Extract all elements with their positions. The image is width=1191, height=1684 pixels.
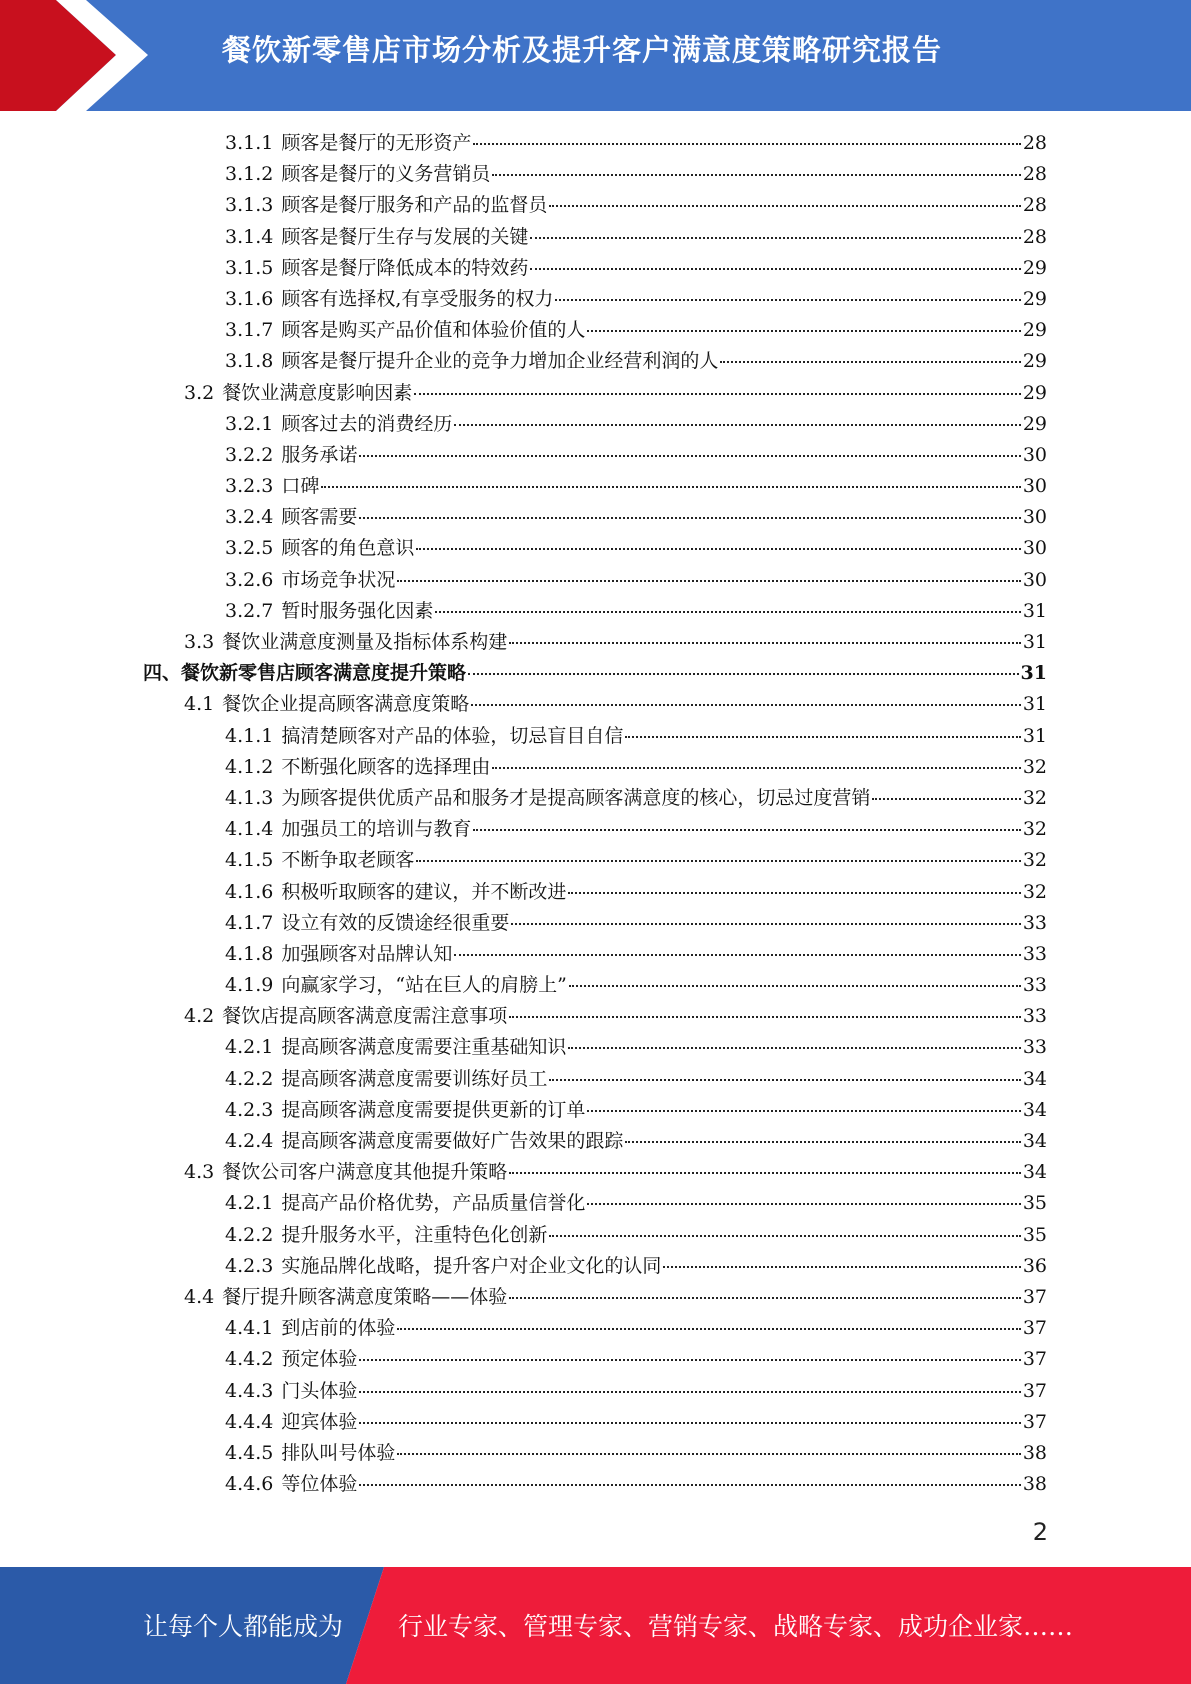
toc-entry-title: 顾客有选择权,有享受服务的权力 [281,287,554,310]
toc-entry[interactable] [0,877,1191,908]
toc-entry[interactable] [0,222,1191,253]
toc-entry[interactable] [0,190,1191,221]
toc-entry-number: 4.2.4 [225,1130,274,1152]
toc-entry[interactable] [0,159,1191,190]
toc-entry-title: 餐饮业满意度影响因素 [222,381,413,404]
toc-dot-leader [663,1266,1020,1268]
toc-entry-page: 28 [1022,163,1047,186]
toc-dot-leader [454,424,1020,426]
toc-entry-number: 3.1.1 [225,132,274,154]
toc-entry-page: 35 [1022,1192,1047,1215]
toc-entry-number: 4.2.1 [225,1036,274,1059]
toc-entry[interactable] [0,253,1191,284]
toc-entry-number: 4.2.3 [225,1098,274,1121]
toc-entry-page: 32 [1022,880,1047,903]
toc-dot-leader [509,1297,1021,1299]
toc-entry-title: 服务承诺 [281,443,358,466]
toc-entry-title: 向赢家学习，“站在巨人的肩膀上” [281,974,567,997]
toc-dot-leader [492,174,1020,176]
toc-entry-page: 28 [1022,194,1047,217]
toc-dot-leader [435,611,1020,613]
toc-dot-leader [321,486,1020,488]
toc-entry-row [184,378,1047,409]
toc-entry-title: 顾客是餐厅提升企业的竞争力增加企业经营利润的人 [281,350,719,373]
toc-dot-leader [587,1110,1020,1112]
toc-entry-number: 4.1 [184,693,215,716]
header-banner [0,0,1191,111]
toc-entry-page: 28 [1022,225,1047,248]
toc-entry-number: 4.1.6 [225,880,274,903]
toc-entry-title: 顾客是餐厅的无形资产 [281,132,472,154]
toc-entry-page: 34 [1022,1067,1047,1090]
toc-entry-row [225,845,1047,876]
toc-dot-leader [549,1235,1020,1237]
toc-entry-page: 29 [1022,256,1047,279]
toc-entry-title: 不断强化顾客的选择理由 [281,755,491,778]
toc-entry-page: 38 [1022,1473,1047,1496]
toc-entry-title: 顾客是餐厅的义务营销员 [281,163,491,186]
toc-entry-title: 提升服务水平，注重特色化创新 [281,1223,548,1246]
toc-entry[interactable] [0,1032,1191,1063]
toc-entry-title: 提高产品价格优势，产品质量信誉化 [281,1192,586,1215]
toc-entry-page: 34 [1022,1098,1047,1121]
toc-entry[interactable] [0,1095,1191,1126]
toc-entry-page: 32 [1022,818,1047,841]
toc-dot-leader [511,923,1020,925]
toc-entry-row [143,658,1047,689]
toc-entry-page: 38 [1022,1441,1047,1464]
toc-entry[interactable] [0,627,1191,658]
toc-entry-row [225,1376,1047,1407]
toc-entry-number: 3.2.3 [225,475,274,498]
toc-entry-number: 3.1.5 [225,256,274,279]
toc-entry-number: 4.1.7 [225,911,274,934]
toc-entry-title: 迎宾体验 [281,1410,358,1433]
toc-entry-title: 设立有效的反馈途经很重要 [281,911,510,934]
toc-entry[interactable] [0,814,1191,845]
toc-entry[interactable] [0,1157,1191,1188]
toc-entry-number: 四、 [143,662,182,685]
toc-entry[interactable] [0,908,1191,939]
toc-entry-row [225,1313,1047,1344]
toc-entry-page: 31 [1020,662,1047,685]
toc-entry-title: 餐饮业满意度测量及指标体系构建 [222,631,508,653]
toc-entry-number: 4.1.2 [225,755,274,778]
toc-entry-title: 等位体验 [281,1473,358,1496]
toc-dot-leader [414,393,1021,395]
toc-entry-number: 4.3 [184,1161,215,1184]
toc-entry-title: 搞清楚顾客对产品的体验，切忌盲目自信 [281,724,624,747]
toc-entry-title: 到店前的体验 [281,1317,396,1340]
toc-entry-page: 33 [1022,942,1047,965]
toc-entry-page: 30 [1022,506,1047,529]
toc-entry[interactable] [0,1188,1191,1219]
toc-entry[interactable] [0,783,1191,814]
toc-dot-leader [359,455,1020,457]
toc-entry-row [184,689,1047,720]
toc-entry-page: 29 [1022,412,1047,435]
toc-dot-leader [872,798,1020,800]
toc-entry-page: 29 [1022,287,1047,310]
toc-entry-row [225,440,1047,471]
toc-dot-leader [549,205,1020,207]
toc-entry[interactable] [0,128,1191,159]
toc-entry-title: 不断争取老顾客 [281,849,415,872]
toc-entry-number: 3.2.5 [225,537,274,560]
toc-entry-row [225,502,1047,533]
toc-entry[interactable] [0,845,1191,876]
toc-entry-row [225,1126,1047,1157]
toc-entry-number: 3.2 [184,381,215,404]
toc-entry-title: 餐厅提升顾客满意度策略——体验 [222,1285,508,1308]
toc-entry[interactable] [0,1001,1191,1032]
toc-dot-leader [397,580,1020,582]
toc-entry-page: 30 [1022,475,1047,498]
toc-entry-page: 32 [1022,849,1047,872]
toc-entry-title: 顾客是餐厅生存与发展的关键 [281,225,529,248]
toc-entry-row [225,1407,1047,1438]
toc-entry-row [225,970,1047,1001]
toc-entry-row [225,877,1047,908]
toc-entry-number: 3.1.2 [225,163,274,186]
toc-entry-title: 提高顾客满意度需要提供更新的订单 [281,1098,586,1121]
toc-entry[interactable] [0,471,1191,502]
toc-dot-leader [397,1453,1020,1455]
toc-entry-title: 实施品牌化战略，提升客户对企业文化的认同 [281,1254,662,1277]
toc-entry-page: 34 [1022,1161,1047,1184]
toc-entry-number: 4.1.8 [225,942,274,965]
toc-entry-row [184,1282,1047,1313]
toc-entry-row [225,409,1047,440]
toc-dot-leader [568,1047,1020,1049]
toc-entry-row [225,128,1047,159]
toc-dot-leader [492,767,1020,769]
toc-entry[interactable] [0,1376,1191,1407]
toc-entry-title: 顾客需要 [281,506,358,529]
toc-entry-row [225,939,1047,970]
toc-entry-title: 餐饮公司客户满意度其他提升策略 [222,1161,508,1184]
toc-entry-page: 33 [1022,974,1047,997]
toc-entry-title: 为顾客提供优质产品和服务才是提高顾客满意度的核心，切忌过度营销 [281,786,871,809]
toc-dot-leader [549,1079,1020,1081]
toc-entry-number: 4.1.9 [225,974,274,997]
toc-dot-leader [555,299,1020,301]
toc-entry-number: 4.2.2 [225,1067,274,1090]
toc-entry[interactable] [0,440,1191,471]
toc-entry-title: 餐饮企业提高顾客满意度策略 [222,693,470,716]
toc-entry-page: 33 [1022,1036,1047,1059]
toc-entry-row [225,908,1047,939]
toc-dot-leader [359,1391,1020,1393]
toc-entry-number: 4.1.3 [225,786,274,809]
toc-entry-number: 4.2.3 [225,1254,274,1277]
toc-entry[interactable] [0,1064,1191,1095]
toc-entry-page: 28 [1022,132,1047,154]
toc-entry-number: 4.4.4 [225,1410,274,1433]
toc-entry-number: 4.4.1 [225,1317,274,1340]
toc-entry-number: 3.2.2 [225,443,274,466]
toc-entry-page: 32 [1022,755,1047,778]
toc-dot-leader [625,736,1020,738]
toc-entry-number: 4.4.5 [225,1441,274,1464]
toc-entry-row [184,1157,1047,1188]
toc-entry-title: 餐饮新零售店顾客满意度提升策略 [181,662,467,685]
footer-slogan-right: 行业专家、管理专家、营销专家、战略专家、成功企业家…… [398,1612,1074,1641]
toc-entry-number: 3.2.6 [225,568,274,591]
toc-entry[interactable] [0,1407,1191,1438]
toc-entry-title: 顾客是餐厅降低成本的特效药 [281,256,529,279]
toc-entry-row [225,1251,1047,1282]
toc-entry-title: 提高顾客满意度需要做好广告效果的跟踪 [281,1130,624,1152]
toc-entry[interactable] [0,939,1191,970]
toc-entry-number: 4.4.6 [225,1473,274,1496]
toc-entry-title: 提高顾客满意度需要训练好员工 [281,1067,548,1090]
toc-entry-page: 33 [1022,1005,1047,1028]
toc-entry-title: 顾客的角色意识 [281,537,415,560]
toc-entry-title: 加强顾客对品牌认知 [281,942,453,965]
toc-entry-number: 4.2.1 [225,1192,274,1215]
toc-entry-page: 29 [1022,319,1047,342]
toc-entry-number: 4.2 [184,1005,215,1028]
toc-entry-row [225,1188,1047,1219]
toc-entry[interactable] [0,721,1191,752]
toc-entry-page: 37 [1022,1379,1047,1402]
toc-entry-number: 3.2.1 [225,412,274,435]
toc-dot-leader [509,1172,1021,1174]
toc-entry[interactable] [0,1282,1191,1313]
toc-entry-row [225,783,1047,814]
toc-entry-page: 31 [1022,724,1047,747]
toc-dot-leader [397,1328,1020,1330]
toc-dot-leader [509,1016,1021,1018]
toc-entry-title: 餐饮店提高顾客满意度需注意事项 [222,1005,508,1028]
toc-entry[interactable] [0,1438,1191,1469]
toc-entry-page: 31 [1022,631,1047,653]
toc-dot-leader [569,985,1021,987]
toc-dot-leader [359,517,1020,519]
toc-entry-number: 4.4.2 [225,1348,274,1371]
toc-entry-title: 提高顾客满意度需要注重基础知识 [281,1036,567,1059]
footer-banner [0,1567,1191,1684]
toc-entry-row [225,346,1047,377]
toc-entry-row [225,1469,1047,1500]
table-of-contents [0,128,1191,1500]
toc-entry-page: 31 [1022,599,1047,622]
toc-entry-title: 预定体验 [281,1348,358,1371]
toc-entry-page: 37 [1022,1410,1047,1433]
toc-entry-page: 30 [1022,443,1047,466]
toc-entry-title: 顾客是餐厅服务和产品的监督员 [281,194,548,217]
toc-entry-page: 30 [1022,568,1047,591]
toc-entry[interactable] [0,284,1191,315]
toc-entry-number: 4.2.2 [225,1223,274,1246]
footer-slogan-left: 让每个人都能成为 [143,1612,344,1641]
toc-entry-row [184,627,1047,658]
toc-entry[interactable] [0,565,1191,596]
toc-entry-row [225,1095,1047,1126]
toc-entry-row [225,721,1047,752]
toc-entry-number: 3.1.8 [225,350,274,373]
toc-entry-row [225,1064,1047,1095]
toc-dot-leader [416,860,1020,862]
toc-entry-page: 37 [1022,1317,1047,1340]
toc-entry[interactable] [0,1251,1191,1282]
toc-entry-number: 3.1.6 [225,287,274,310]
toc-entry-row [225,565,1047,596]
toc-dot-leader [359,1359,1020,1361]
toc-entry-row [184,1001,1047,1032]
toc-entry[interactable] [0,409,1191,440]
toc-dot-leader [530,237,1020,239]
toc-entry-page: 37 [1022,1285,1047,1308]
toc-entry-number: 4.4 [184,1285,215,1308]
toc-entry-row [225,1032,1047,1063]
toc-dot-leader [359,1422,1020,1424]
toc-entry[interactable] [0,596,1191,627]
toc-dot-leader [568,892,1020,894]
toc-entry-row [225,1220,1047,1251]
toc-dot-leader [587,1203,1020,1205]
toc-entry[interactable] [0,1313,1191,1344]
toc-entry-row [225,596,1047,627]
toc-entry-row [225,253,1047,284]
toc-dot-leader [468,673,1019,675]
toc-entry[interactable] [0,752,1191,783]
toc-entry-title: 口碑 [281,475,320,498]
document-title: 餐饮新零售店市场分析及提升客户满意度策略研究报告 [222,33,943,67]
toc-entry[interactable] [0,502,1191,533]
toc-entry[interactable] [0,658,1191,689]
toc-entry-title: 门头体验 [281,1379,358,1402]
toc-entry-title: 排队叫号体验 [281,1441,396,1464]
toc-entry-row [225,752,1047,783]
toc-entry-number: 3.2.7 [225,599,274,622]
toc-entry-page: 31 [1022,693,1047,716]
toc-dot-leader [720,361,1020,363]
toc-entry-number: 4.4.3 [225,1379,274,1402]
toc-entry-row [225,1438,1047,1469]
toc-entry-page: 29 [1022,350,1047,373]
toc-entry-page: 29 [1022,381,1047,404]
toc-entry-number: 3.3 [184,631,215,653]
toc-dot-leader [473,143,1020,145]
toc-entry-number: 3.1.3 [225,194,274,217]
toc-dot-leader [471,704,1021,706]
toc-entry-row [225,159,1047,190]
toc-entry-page: 37 [1022,1348,1047,1371]
toc-entry-title: 顾客是购买产品价值和体验价值的人 [281,319,586,342]
toc-entry-row [225,471,1047,502]
toc-entry[interactable] [0,1469,1191,1500]
toc-entry[interactable] [0,970,1191,1001]
toc-entry-page: 32 [1022,786,1047,809]
toc-dot-leader [454,954,1020,956]
toc-dot-leader [416,548,1020,550]
toc-entry-title: 积极听取顾客的建议，并不断改进 [281,880,567,903]
toc-entry-title: 暂时服务强化因素 [281,599,434,622]
toc-entry-number: 4.1.5 [225,849,274,872]
toc-entry[interactable] [0,1126,1191,1157]
toc-dot-leader [473,829,1020,831]
toc-dot-leader [587,330,1020,332]
toc-entry[interactable] [0,378,1191,409]
toc-entry-row [225,190,1047,221]
toc-entry-title: 顾客过去的消费经历 [281,412,453,435]
toc-entry[interactable] [0,1220,1191,1251]
toc-entry[interactable] [0,315,1191,346]
toc-entry[interactable] [0,533,1191,564]
toc-entry[interactable] [0,689,1191,720]
toc-entry-number: 3.1.7 [225,319,274,342]
toc-dot-leader [625,1141,1020,1143]
toc-entry-row [225,315,1047,346]
toc-entry-page: 33 [1022,911,1047,934]
toc-entry-page: 36 [1022,1254,1047,1277]
toc-entry[interactable] [0,346,1191,377]
toc-entry[interactable] [0,1344,1191,1375]
toc-entry-row [225,814,1047,845]
toc-entry-row [225,533,1047,564]
toc-entry-row [225,1344,1047,1375]
toc-entry-page: 34 [1022,1130,1047,1152]
toc-entry-number: 3.2.4 [225,506,274,529]
toc-entry-row [225,284,1047,315]
toc-entry-row [225,222,1047,253]
page-number: 2 [1032,1518,1048,1546]
toc-entry-number: 4.1.4 [225,818,274,841]
toc-entry-title: 加强员工的培训与教育 [281,818,472,841]
toc-entry-page: 30 [1022,537,1047,560]
toc-dot-leader [359,1484,1020,1486]
toc-entry-title: 市场竞争状况 [281,568,396,591]
toc-dot-leader [509,642,1021,644]
toc-entry-number: 4.1.1 [225,724,274,747]
toc-entry-page: 35 [1022,1223,1047,1246]
toc-dot-leader [530,268,1020,270]
toc-entry-number: 3.1.4 [225,225,274,248]
